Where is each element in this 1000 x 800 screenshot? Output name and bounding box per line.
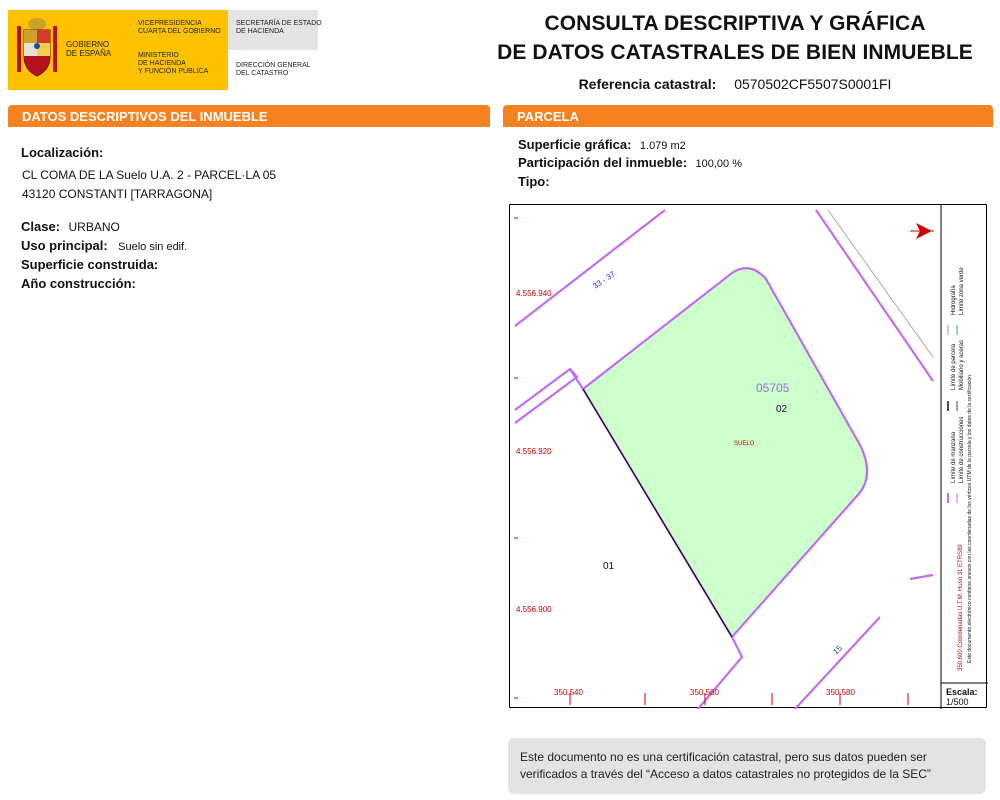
clase-value: URBANO — [68, 220, 120, 234]
street-number-33-37: 33 - 37 — [591, 269, 617, 291]
clase-row — [21, 218, 120, 236]
suelo-label: SUELO — [734, 441, 755, 447]
boundary-line-left — [515, 369, 577, 423]
gov-line1: GOBIERNO — [66, 40, 110, 49]
legend-construcciones: Límite de construcciones — [959, 416, 965, 483]
y-coord-1: 4.556.940 — [516, 289, 552, 298]
parcel-map-canvas — [510, 205, 988, 709]
street-number-15: 15 — [831, 643, 844, 657]
vice-line1: VICEPRESIDENCIA — [138, 20, 202, 27]
legend-hidrografia: Hidrografía — [951, 285, 957, 315]
superficie-grafica-label: Superficie gráfica: — [518, 137, 632, 152]
sec-line1: SECRETARÍA DE ESTADO — [236, 20, 322, 27]
x-coord-3: 350.580 — [826, 688, 855, 697]
legend-parcela: Límite de parcela — [951, 343, 957, 390]
legend-coord-note-black: Este documento electrónico contiene anexos con las coordenadas de los vértices UTM de la parcela y los datos de la certificación. — [967, 373, 973, 663]
scale-label: Escala: — [946, 687, 978, 697]
legend-coord-note: 350.600 Coordenadas U.T.M. Huso 31 ETRS89 — [958, 544, 964, 671]
map-legend — [951, 267, 973, 671]
gov-line2: DE ESPAÑA — [66, 49, 112, 58]
referencia-catastral — [480, 76, 990, 92]
uso-label: Uso principal: — [21, 238, 108, 253]
direccion-text — [236, 62, 311, 78]
x-coord-2: 350.560 — [690, 688, 719, 697]
ministerio-text — [138, 52, 208, 76]
vice-line2: CUARTA DEL GOBIERNO — [138, 28, 221, 35]
superficie-construida-label: Superficie construida: — [21, 257, 159, 272]
gov-espana-text — [66, 40, 111, 58]
anio-construccion-label: Año construcción: — [21, 276, 136, 291]
tipo-label: Tipo: — [518, 174, 550, 189]
legend-zona-verde: Límite zona verde — [959, 267, 965, 315]
secretaria-text — [236, 20, 322, 36]
legend-manzana: Límite de manzana — [951, 431, 957, 483]
boundary-line-upper-right — [816, 210, 933, 381]
boundary-line-upper-left — [515, 210, 665, 326]
boundary-line-left-joint — [570, 369, 583, 389]
address-line1: CL COMA DE LA Suelo U.A. 2 - PARCEL·LA 05 — [22, 168, 277, 182]
hydrography-line — [828, 210, 933, 357]
scale-value: 1/500 — [946, 697, 969, 707]
participacion-value: 100,00 % — [695, 158, 742, 170]
x-coord-1: 350.540 — [554, 688, 583, 697]
north-arrow-icon — [910, 223, 934, 239]
parcel-05705 — [583, 268, 867, 637]
parcel-id-label: 05705 — [756, 381, 790, 395]
sub-id-label: 02 — [776, 404, 788, 415]
y-coord-3: 4.556.900 — [516, 605, 552, 614]
participacion-label: Participación del inmueble: — [518, 155, 688, 170]
parcel-map[interactable] — [509, 204, 987, 708]
address-line2: 43120 CONSTANTI [TARRAGONA] — [22, 187, 213, 201]
uso-row — [21, 237, 187, 255]
section-bar-datos: DATOS DESCRIPTIVOS DEL INMUEBLE — [8, 105, 490, 127]
sec-line2: DE HACIENDA — [236, 28, 284, 35]
localizacion-label: Localización: — [21, 145, 104, 160]
disclaimer-box — [508, 738, 986, 794]
legend-mobiliario: Mobiliario y aceras — [959, 339, 965, 390]
dir-line1: DIRECCIÓN GENERAL — [236, 62, 311, 69]
page-title-line1: CONSULTA DESCRIPTIVA Y GRÁFICA — [544, 12, 926, 35]
superficie-grafica-value: 1.079 m2 — [639, 140, 686, 152]
coat-of-arms-icon — [14, 16, 60, 82]
superficie-grafica-row — [518, 136, 686, 154]
boundary-line-corner — [910, 575, 933, 579]
disclaimer-text: Este documento no es una certificación catastral, pero sus datos pueden ser verificados a través del “Acceso a datos catastrales no protegidos de la SEC” — [520, 750, 931, 781]
page-title-line2: DE DATOS CATASTRALES DE BIEN INMUEBLE — [497, 41, 973, 64]
ref-label: Referencia catastral: — [578, 76, 717, 92]
min-line2: DE HACIENDA — [138, 60, 186, 67]
section-bar-parcela: PARCELA — [503, 105, 993, 127]
y-coord-2: 4.556.920 — [516, 447, 552, 456]
dir-line2: DEL CATASTRO — [236, 70, 289, 77]
min-line1: MINISTERIO — [138, 52, 179, 59]
label-01: 01 — [603, 561, 615, 572]
clase-label: Clase: — [21, 219, 61, 234]
uso-value: Suelo sin edif. — [118, 241, 188, 253]
vicepresidencia-text — [138, 20, 221, 36]
unused-path — [856, 497, 910, 579]
participacion-row — [518, 154, 742, 172]
min-line3: Y FUNCIÓN PÚBLICA — [138, 68, 209, 75]
ref-value: 0570502CF5507S0001FI — [734, 76, 892, 92]
